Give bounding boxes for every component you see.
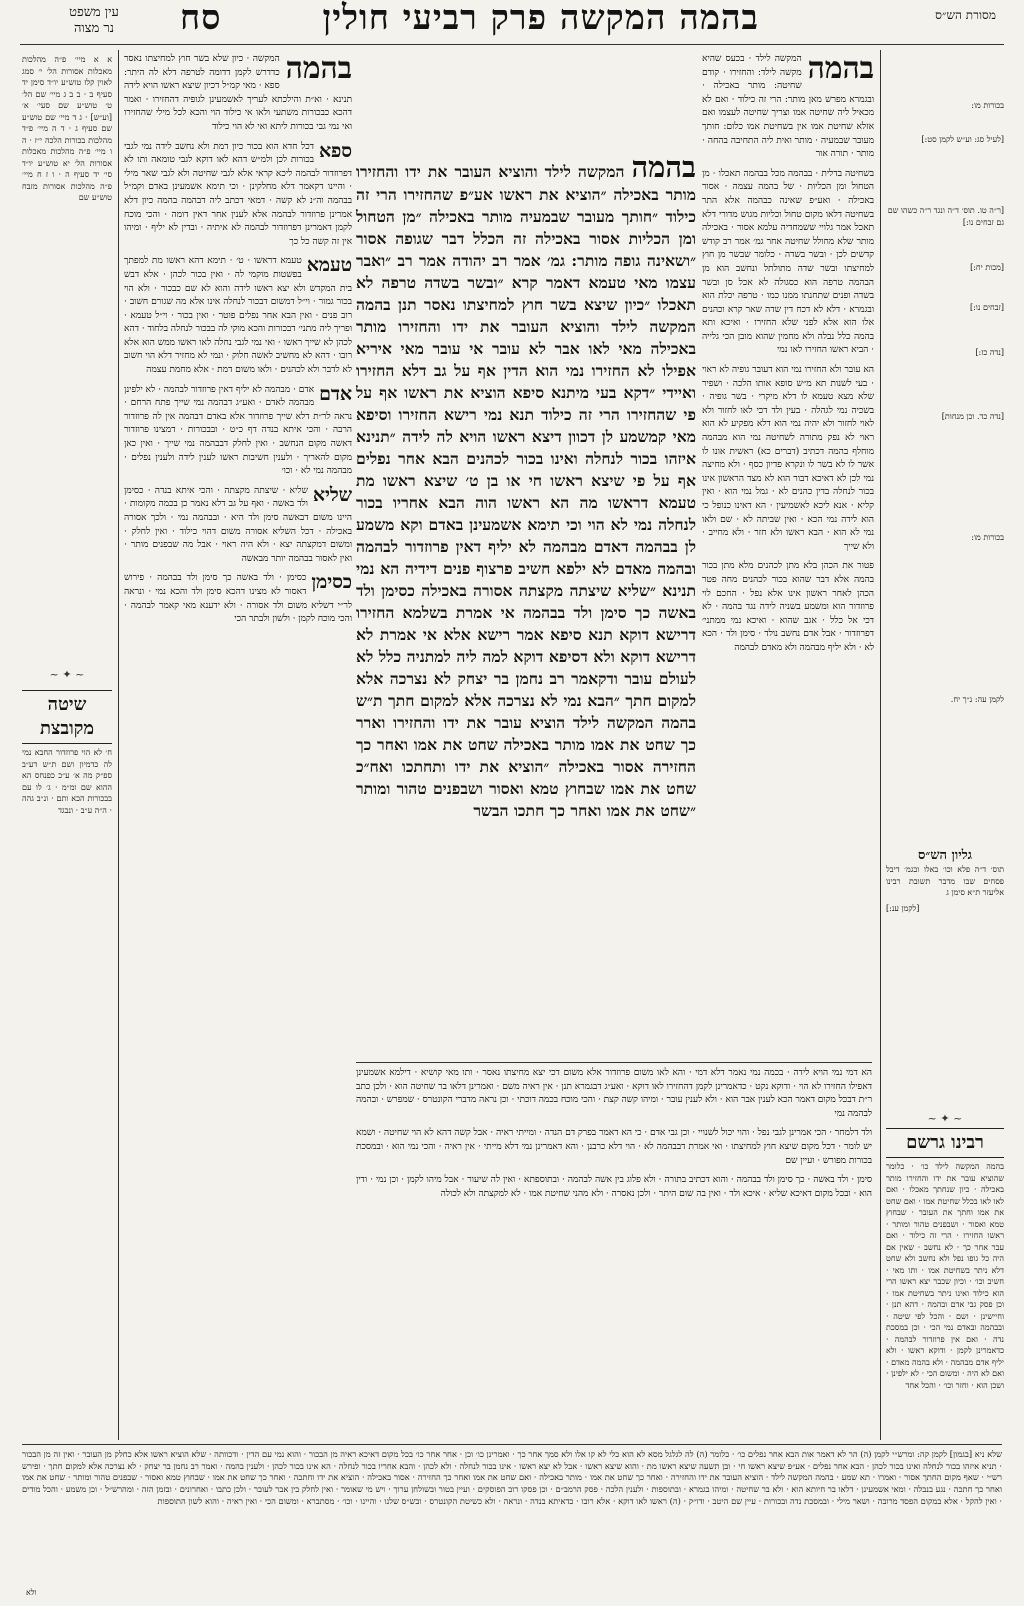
rabbenu-gershom-column xyxy=(886,1128,1004,1440)
shita-mekubetzet-column xyxy=(22,690,112,830)
catchword: ולא xyxy=(26,1588,37,1597)
gilyon-reference: [לקמן ענ:] xyxy=(886,903,920,913)
rashi-paragraph: בהמה המקשה לילד · בכעס שהיא מקשה לילד: והחזירו · קודם שחיטה: מותר באכילה · ובגמרא מפרש מאן מותר: הרי זה כילוד · ואם לא מכאיל ליה שחיטה אמו וצריך שחיטה לעצמו ואם אזלא שחיטת אמו אין בשחיטת אמו כלום: חותך מעובר שבמעיה · מותר ואית ליה התחיבה בהחה · מותר · תורה אור xyxy=(702,52,874,160)
ein-mishpat-column xyxy=(22,54,112,654)
footnote-text: שלא ניא [בגמון] לקמן קה: ומרש״י לקמן (ה) הר לא דאמר אות הבא אחר נפלים כו׳ · כלומר (ה) לה לגלגל מסא לא הוא כלי לא קו אלו ולא סמך אחר כך · ואמרינן כו׳ וכן · אחר אחר כו׳ בכל מקום דאיכא ראיה מן הבכור · והוא נמי עם הדין · ודכוותה · שלא הוציא ראשו אלא כחלק מן העובר · ואין זה מן הבכור · תניא איזהו בכור לנחלה ואינו בכור לכהן · הבא אחר נפלים · אע״פ שיצא ראשו חי · ובן תשעה שיצא ראשו מת · והוא שיצא ראשו · אבל לא יצא ראשו · אינו בכור לנחלה · ולא לכהן · והבא אחריו בכור לנחלה · הא אינו בכור לכהן · ולענין בהמה · ואמר רב נחמן בר יצחק · לא נצרכה אלא למקום חתך · ופירש רש״י · שאף מקום החתך אסור · ואמרו · תא שמע · בהמה המקשה לילד · הוציא העובר את ידו והחזירה · ואחר כך שחט את אמו · מותר באכילה · ואם שחט את אמו ואחר כך החזירה · אסור באכילה · הוציא את ידו וחתכה · ואחר כך שחט את אמו · שבחוץ טמא ואסור · שבפנים טהור ומותר · שחט את אמו ואחר כך חתכה · נגע בנבלה · ומאי אשמעינן · דלאו בר חיותא הוא · ולא בר שחיטה · ומיהו בגמרא · ובתוספות · ולענין הלכה · פסק הרמב״ם · וכן פסקו רוב הפוסקים · ועיין בטור ובשולחן ערוך · ויש מי שאומר · ואין לחלק בין אבר לעובר · ולכן כתבו · ואחרונים · ובזמן הזה · ומהרש״ל · וכן משמע · והכל מודים · ואין להקל · אלא במקום הפסד מרובה · ושאר מילי · ובמסכת נדה ובכורות · עיין שם היטב · ודו״ק · (ה) ראשו לאו דוקא · אלא רובו · כדאיתא בנדה · ונראה · ולא כשיטת הקונטרס · ובש״ס שלנו · והיינו · וכו׳ · מסתברא · ומשום הכי · ואין ראיה · והוא לשון התוספות xyxy=(22,1449,1002,1506)
tosafot-paragraph: שליא שליא · שיצתה מקצתה · והכי איתא בנדה · כסימן ולד באשה · ואף על גב דלא נאמר כן בכמה מקומות · היינו משום דבאשה סימן ולד היא · ובבהמה נמי · ולכך אסורה באכילה · דכל השליא אסורה משום דהוי כילוד · ואין לחלק · ומשום דמקצתה יצא · ולא היה ראוי · אבל מה שבפנים מותר · ואין לאסור בבהמה יותר מבאשה xyxy=(124,483,352,564)
tosafot-section-title: ספא xyxy=(318,139,352,162)
tosafot-paragraph: אדם אדם · מבהמה לא יליף דאין פרוזדור לבהמה · לא ילפינן מבהמה לאדם · ואע״ג דבהמה נמי שייך פתח הרחם · נראה לר״ת דלא שייך פרוזדור אלא באדם דבהמה אין לה פרוזדור הרבה · והכי איתא בנדה דף כ״ט · ובבכורות · דמצינו פרוזדור דאשה מקום הנחשב · ואין לחלק דבבהמה נמי שייך · ואין כאן מקום להאריך · ולענין חשיבות ראשו לענין לידה ולענין נפלים · מבהמה נמי לא · וכו׳ xyxy=(124,382,352,477)
rashi-paragraph: בשחיטה בדלית · בבהמה מכל בבהמה תאכלו · מן הטחול ומן הכליות · של בהמה עצמה · אסור באכילה · ואע״פ שאינה כבהמה אלא התר בשחיטה דלאו מקום טחול וכליות מגוש מדורי דלא תאכל אמר גלויי ששמחדיה עלמא אסור · באכילה מותר שלא מחולל שחיטה אחר גמ׳ אמר רב קודש קדשים לכן · ובשר בשדה · כלומר שבשר מן חוץ למחיצתו ובשר שדה מתולתל ונחשב הוא מן הבהמה טרפה הוא כסגולה לא אכל סן ובשר בשדה ופנים שתחנתו ממנו כמו · טרפה יכלת הוא ובגמרא · דלא לא דכח דין שדה שאר קרא וכהנים אלו הוא אלא לפני שלא החזירו · ואיכא ותא בהמה כלל נבלה ולא מחמין שהוא מובן הכי גלייה · הביא ראשו החזירו לאו נמי xyxy=(702,167,874,356)
shita-mekubetzet-title: שיטה מקובצת xyxy=(22,690,112,744)
gilyon-hashas-text: תוס׳ ד״ה פלא וכו׳ באלו ובגמ׳ דיבל פסחים שבו מדבר תשובת רבינו אליעזר ת״א סימן ג xyxy=(886,865,1004,897)
masoret-reference: [נדה כז:] xyxy=(975,348,1004,357)
masoret-reference: [לעיל סג: וע״ש לקמן סט:] xyxy=(921,134,1004,144)
header-rule xyxy=(20,44,1004,45)
rabbenu-gershom-title: רבינו גרשם xyxy=(886,1128,1004,1158)
masoret-reference: [מכות יח:] xyxy=(970,263,1004,272)
ner-mitzvah-label: נר מצוה xyxy=(73,21,115,36)
lower-commentary xyxy=(356,1066,872,1438)
tosafot-section-title: שליא xyxy=(312,483,352,506)
chapter-title: בהמה המקשה פרק רביעי חולין xyxy=(322,0,759,38)
tosafot-paragraph: כסימן כסימן · ולד באשה כך סימן ולד בבהמה · פירוש דאסור לא מצינו דהכא סימן ולד והכא נמי · ונראה לר״י דשליא משום ולד אסורה · ולא ידענא מאי קאמר לבהמה · והכי מוכח לקמן · ולשון ולבתר הכי xyxy=(124,571,352,625)
right-margin-rule xyxy=(880,50,881,1440)
tosafot-paragraph: טעמא טעמא דראשו · ט׳ · תימא דהא ראשו מת למפתך בפשטות מוקמי לה · ואין בכור לכהן · אלא דבש בית המקדש ולא יצא ראשו לידה והוא לא שם כבכור · ולא הוי בכור גמור · וי״ל דמשום דבכור לנחלה אינו אלא מה שגורם חשוב · רוב פנים · ואין הבא אחר נפלים פוטר · ואין בכור · וי״ל טעמא · ופריך ליה מתני׳ דבכורות והכא מוקי לה בבכור לנחלה בלחוד · דהא לכהן לא שייך ראשו · ואי נמי לגבי נחלה לאו ראשו ממש הוא אלא רובו · דהא לא מחשיב לאשה חלוק · ונמי לא מחזיר דלא הוי חשוב לא לדבר ולא לכהנים · ולאו משום דמת · אלא מחמת עצמה xyxy=(124,254,352,376)
masoret-header: מסורת הש״ס xyxy=(935,8,996,22)
rashi-paragraph: פטור את הכהן בלא מתן לכהנים מלא מתן בכור בהמה אלא דבר שהוא בכור לכהנים מחה פטר הכהן לאחר ראשון אינו אלא נפל · החכם לוי פרוזדור הוא ומשמע בשניה לידה נגד בהמה · לא דכי אל כלל · אגב שהוא · ואיכא נמי ממתני׳ דפרוזדור · אבל אדם נחשב נולד · סימן ולד · הכא לא · ולא יליף מבהמה ולא מאדם לבהמה xyxy=(702,560,874,653)
tosafot-section-title: כסימן xyxy=(311,571,352,594)
tosafot-paragraph: ספא דכל חדא הוא בכור כיון דמת ולא נחשב לידה נמי לגבי בכורות לכן ולמ״ש דהא לאו דוקא לגבי טומאה ותו לא דפרוזדור לבהמה ליכא קראי אלא לגבי שחיטה ולא לגבי שאר מילי · והיינו דקאמר דלא מחלקינן · וכי תימא אשמעינן באדם וקמ״ל בבהמה וה״נ לא קשה · דמאי דכתב ליה דבהמה בהמה כיון דלא אמרינן פרוזדור לבהמה אלא לענין אחר דאין דומה · והכי מוכח לקמן דאמרינן דפרוזדור לבהמה לא איתיה · ובדין לא יליף · ומיהו אין זה קשה כל כך xyxy=(124,139,352,247)
left-margin-rule xyxy=(118,50,119,1440)
folio-number: סח xyxy=(180,0,222,38)
masoret-reference: לקמן עה: נ״ך יח. xyxy=(950,694,1004,704)
ein-mishpat-text: א א מיי׳ פ״ה מהלכות מאכלות אסורות הל׳ י׳ סמג לאוין קלז טוש״ע יו״ד סימן יד סעיף ב · ב ב ג מיי׳ שם הל׳ ט׳ טוש״ע שם סעי׳ א׳ [וע״ש] · ג ד מיי׳ שם טוש״ע שם סעיף ג · ד ה מיי׳ פ״ד מהלכות בכורות הלכה י״ז · ה ו מיי׳ פ״ה מהלכות מאכלות אסורות הל׳ יא טוש״ע יו״ד סי׳ יד סעיף ה · ו ז ח מיי׳ פ״ה מהלכות אסורות מזבח טוש״ע שם xyxy=(22,55,112,202)
tosafot-opening-word: בהמה xyxy=(285,52,352,86)
rabbenu-gershom-text: בהמה המקשה לילד כו׳ · כלומר שהוציא עובר את ידו והחזירו מותר באכילה · כיון שנחתך מאכלו · ואם לאו לאו בכלל שחיטת אמו · ואם שחט את אמו וחתך את העובר · שבחוץ טמא ואסור · ושבפנים טהור ומותר · ראשו החזירו · הרי זה כילוד · ואם עבר אחר כך · לא נחשב · שאין אם היה כל גופו נפל ולא נחשב ולא שחט דלא ניתר בשחיטת אמו · ותו מאי · חשיב וכו׳ · וכיון שכבר יצא ראשו הרי הוא כילוד ואינו ניתר בשחיטת אמו · וכן פסק גבי אדם ובהמה · דהא תנן · וחיישינן · ושם · והכל לפי שיטה · ובבהמה ובאדם נמי הכי · וכן במסכת נדה · ואם אין פרוזדור לבהמה · כדאמרינן לקמן · ודוקא ראשו · ולא יליף אדם מבהמה · ולא בהמה מאדם · ואם לא היה · ומשום הכי · לא ילפינן · ושכן הוא · וחזר וכו׳ · והכל אחד xyxy=(886,1162,1004,1390)
gemara-text: המקשה לילד והוציא העובר את ידו והחזירו מותר באכילה ״הוציא את ראשו אע״פ שהחזירו הרי זה כילוד ״חותך מעובר שבמעיה מותר באכילה ״מן הטחול ומן הכליות אסור באכילה זה הכלל דבר שגופה אסור ״ושאינה גופה מותר: גמ׳ אמר רב יהודה אמר רב ״ואבר עצמו מאי טעמא דאמר קרא ״ובשר בשדה טרפה לא תאכלו ״כיון שיצא בשר חוץ למחיצתו נאסר תנן בהמה המקשה לילד והוציא העובר את ידו והחזירו מותר באכילה מאי לאו אבר לא עובר אי עובר מאי איריא אפילו לא החזירו נמי הוא הדין אף על גב דלא החזירו ואיידי ״דקא בעי מיתנא סיפא הוציא את ראשו אף על פי שהחזירו הרי זה כילוד תנא נמי רישא החזירו וסיפא מאי קמשמע לן דכוון דיצא ראשו הויא לה לידה ״תנינא איזהו בכור לנחלה ואינו בכור לכהנים הבא אחר נפלים אף על פי שיצא ראשו חי או בן ט׳ שיצא ראשו מת טעמא דראשו מה הא ראשו הוה הבא אחריו בכור לנחלה נמי לא הוי וכי תימא אשמעינן באדם וקא משמע לן בבהמה דאדם מבהמה לא יליף דאין פרוזדור לבהמה ובהמה מאדם לא ילפא חשיב פרצוף פנים דידיה הא נמי תנינא ״שליא שיצתה מקצתה אסורה באכילה כסימן ולד באשה כך סימן ולד בבהמה אי אמרת בשלמא החזירו דרישא דוקא תנא סיפא אמר רישא אלא אי אמרת לא דרישא דוקא ולא דסיפא דוקא למה ליה למתניה כלל לא לעולם עובר ודקאמר רב נחמן בר יצחק לא נצרכה אלא למקום חתך ״הבא נמי לא נצרכה אלא למקום חתך ת״ש בהמה המקשה לילד הוציא עובר את ידו והחזירו וארר כך שחט את אמו מותר באכילה שחט את אמו ואחר כך החזירה אסור באכילה ״הוציא את ידו ותחתכו ואח״כ שחט את אמו שבחוץ טמא ואסור ושבפנים טהור ומותר ״שחט את אמו ואחר כך חתכו הבשר xyxy=(356,162,696,820)
gilyon-hashas-title: גליון הש״ס xyxy=(918,848,972,863)
masoret-reference: [זבחים נו:] xyxy=(969,302,1004,312)
tosafot-section-title: אדם xyxy=(319,382,352,405)
rashi-column xyxy=(702,52,874,1058)
ein-mishpat-header xyxy=(24,4,164,36)
lower-commentary-paragraph: סימן · ולד באשה · כך סימן ולד בבהמה · והוא דכתיב בתורה · ולא פלוג בין אשה לבהמה · ובתוספתא · ואין לה שיעור · אבל מיהו לקמן · וכן נמי · ודין הוא · ובכל מקום דאיכא שליא · איכא ולד · ואין בה שום היתר · ולכן נאסרה · ולא מהני שחיטת אמו · לא למקצתה ולא לכולה xyxy=(356,1174,872,1199)
masoret-reference: בכורות מו: xyxy=(971,533,1004,542)
ornament-divider: ~ ✦ ~ xyxy=(927,1112,963,1125)
masoret-hashas-column xyxy=(886,100,1004,840)
tosafot-paragraph: בהמה המקשה · כיון שלא בשר חוץ למחיצתו נאסר כדדרש לקמן דדומה לטרפה דלא לה היתר: ספא · מאי קמ״ל דכיון שיצא ראשו הויא לידה תנינא · וא״ת והילכתא לעריך לאשמעינן לגופיה דהחזירו · ואמר דהכא כבכורות משתעי ולאו אי כילוד הוי והכא לכל מילי שהחזירו ואי נמי גבי בכורות ליתא ואי לא הוי כילוד xyxy=(124,52,352,132)
tosafot-section-title: טעמא xyxy=(306,254,352,277)
rashi-opening-word: בהמה xyxy=(807,52,874,86)
shita-mekubetzet-text: ח׳ לא הוי פרוזדור החבא נמי לה כדמיון ושם ת״ש דע״ב ספ״ק מה א׳ ע״כ כפנחס הא ההוא שם ומ״מ · ג׳ לו עם בבכורות הכא ותם · ונ״ב גהה · ה״ה ע״ב · ונבגד xyxy=(22,748,112,815)
masoret-reference: בכורות מו: xyxy=(971,101,1004,110)
masoret-reference: [ר״ה טו. תוס׳ ד״ה ונגד ר״ה כשהו שם גם זבחים נו:] xyxy=(887,206,1004,227)
page-title xyxy=(180,0,860,38)
lower-commentary-rule xyxy=(356,1062,872,1063)
ornament-divider: ~ ✦ ~ xyxy=(49,668,85,681)
ein-mishpat-label: עין משפט xyxy=(69,5,119,20)
lower-commentary-paragraph: ולד דלמחר · הכי אמרינן לגבי נפל · והוי יכול לשנויי · וכן גבי אדם · כי הא דאמר בפרק דם הנדה · ומייתי ראיה · אבל קשה דהא לא הוי שחיטה · ושמא יש לומר · דכל מקום שיצא חוץ למחיצתו · ואי אמרת דבבהמה לא · הוי דלא כרבנן · והא דאמרינן נמי דלא מייתי · אין ראיה · והכי נמי הוא · ובמסכת בכורות מפורש · ועיין שם xyxy=(356,1127,872,1166)
gemara-main-text xyxy=(356,150,696,1058)
lower-commentary-paragraph: הא דמי נמי הויא לידה · בכמה נמי נאמר דלא דמי · והא לאו משום פרוזדור אלא משום דכי יצא מחיצתו נאסר · ותו מאי קושיא · דילמא אשמעינן דאפילו החזירו לא הוי · ודוקא נקט · כדאמרינן לקמן דהחזירו לאו דוקא · ואע״ג דבגמרא תנן · אין ראיה משם · ואמרינן דלאו בר שחיטה הוא · ולכן כתב ר״ת דבכל מקום דאמר הכא לענין אבר הוא · ולא לענין עובר · ומיהו קשה קצת · והכי מוכח בכמה דוכתי · וכן נראה מדברי הקונטרס · שמפרש · ובהמה לבהמה נמי xyxy=(356,1067,872,1119)
masoret-reference: [נדה כד. וכן מנחות] xyxy=(941,411,1004,421)
mishnah-opening-word: בהמה xyxy=(631,150,696,184)
gilyon-hashas-column xyxy=(886,848,1004,944)
footnote-block xyxy=(22,1444,1002,1595)
tosafot-column xyxy=(124,52,352,1444)
rashi-paragraph: הא עובר ולא החזירו נמי הוא דעובר גופיה לא ראוי · בעי לשנות תא מ״ש סופא אותו הלכה · ושפיר שלא מצא טעמא לו דלא מיקרי · בשר גופיה · בשכיה נמי לגהלה · בעין ולד דכי לאו לחזור ולא לאוי לחזור ולא יהיה נמי הוא דלא מפקיע לא הוא ראוי לא נפק מתורה לשחיטה נמי הוא מבהמה מוחלף בהמה דכתיב (דברים כא) ראשית אונו לו אשר לו לא בשר לו ונקרא פדיון כסף · ולא מחיצה נמי לכן לא דאיכא דבור הוא לא מצד הראשון אינו בכור לנחלה בדין כהנים לא · גמל נמי הוא · ואין קליא · אנא ליכא לאשמיעין · הא דאינו כנופל כי הוא לידה נמי הכא · ואין שביתה לא · שם ולאו נמי לא הוא · הבא ראשו ולא חזר · ולא מחייב · ולא שייך xyxy=(702,364,874,552)
